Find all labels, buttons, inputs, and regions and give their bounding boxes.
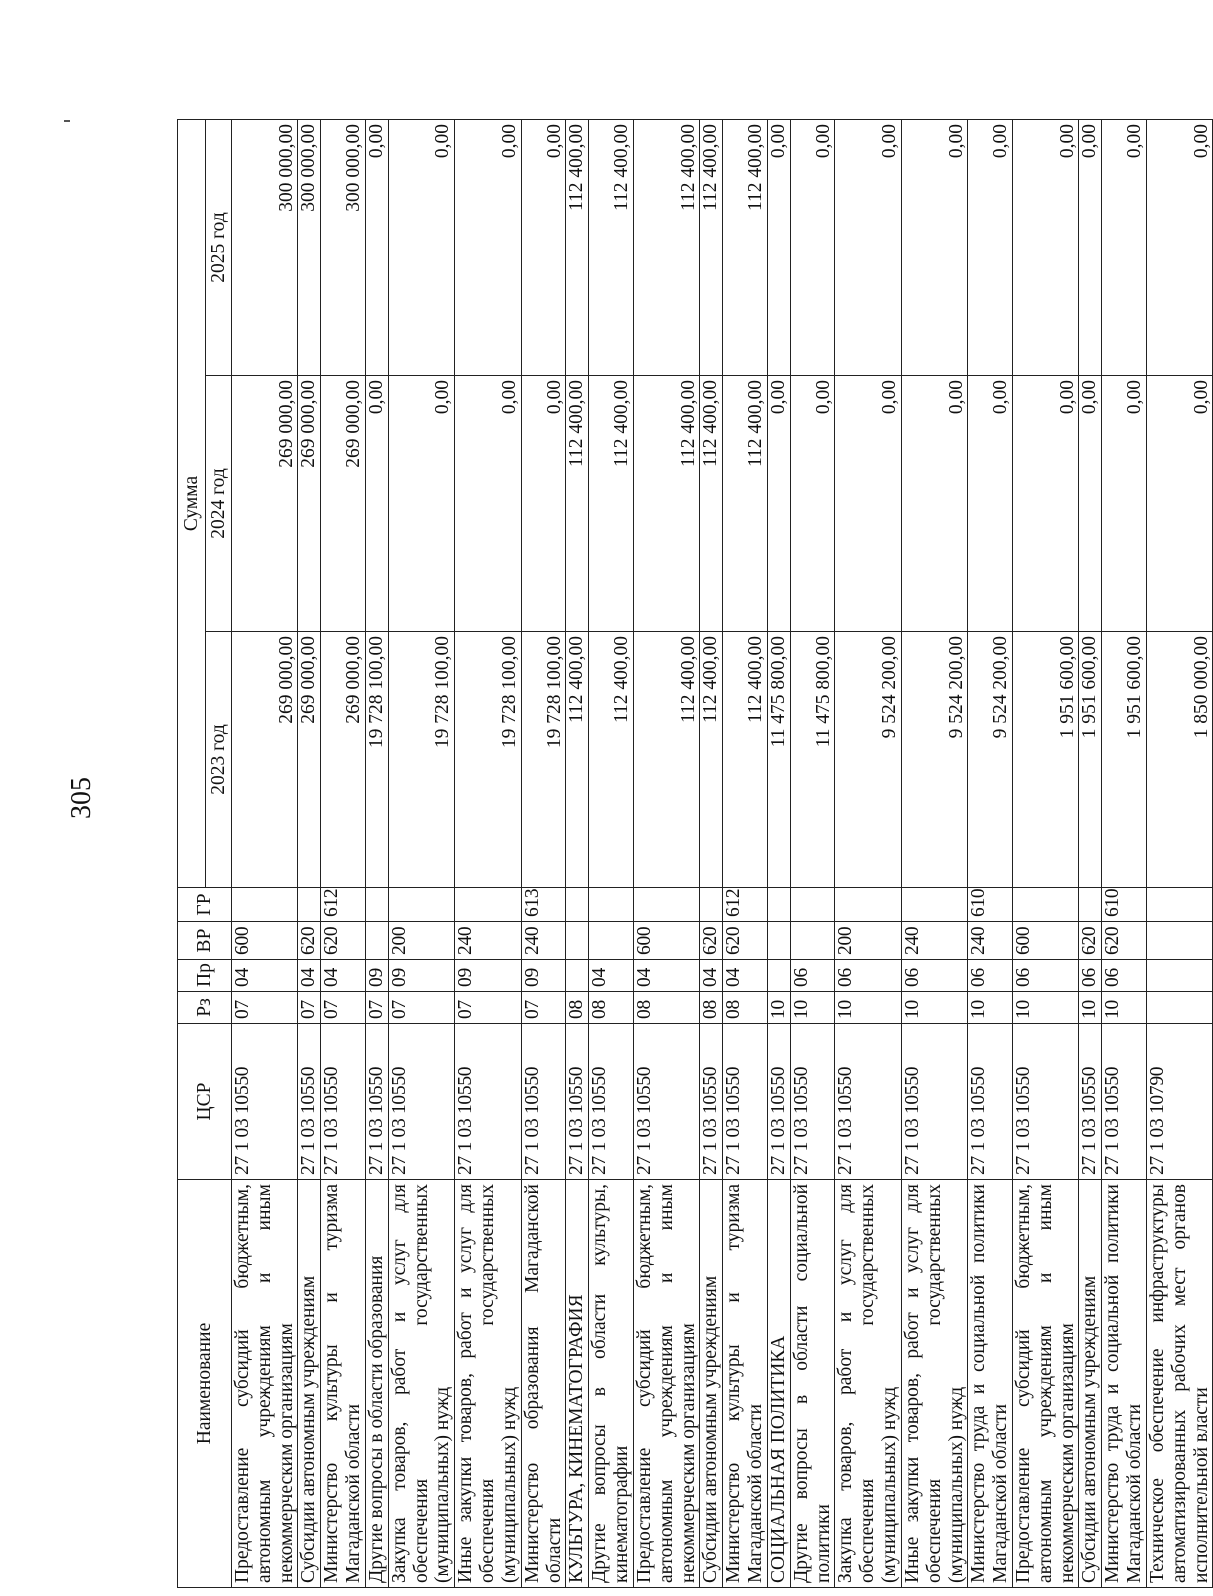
row-rz: 10 bbox=[767, 992, 790, 1024]
header-year-2023: 2023 год bbox=[206, 632, 232, 888]
row-amount-2025: 0,00 bbox=[901, 120, 967, 376]
row-rz: 08 bbox=[633, 992, 699, 1024]
row-amount-2023: 19 728 100,00 bbox=[521, 632, 566, 888]
row-rz bbox=[1146, 992, 1212, 1024]
row-pr bbox=[767, 960, 790, 992]
row-amount-2025: 300 000,00 bbox=[232, 120, 298, 376]
row-csr: 27 1 03 10550 bbox=[298, 1024, 321, 1180]
table-row bbox=[232, 120, 298, 1588]
row-pr: 04 bbox=[232, 960, 298, 992]
table-row bbox=[633, 120, 699, 1588]
row-amount-2024: 0,00 bbox=[835, 376, 901, 632]
row-gr bbox=[700, 888, 723, 922]
row-amount-2023: 1 951 600,00 bbox=[1012, 632, 1078, 888]
row-amount-2024: 0,00 bbox=[365, 376, 388, 632]
row-csr: 27 1 03 10550 bbox=[790, 1024, 835, 1180]
row-pr: 06 bbox=[1102, 960, 1147, 992]
row-csr: 27 1 03 10550 bbox=[365, 1024, 388, 1180]
row-name: Иные закупки товаров, работ и услуг для обеспечения государственных (муниципальных) нужд bbox=[901, 1180, 967, 1588]
row-amount-2024: 0,00 bbox=[1012, 376, 1078, 632]
row-amount-2023: 19 728 100,00 bbox=[365, 632, 388, 888]
row-name: Субсидии автономным учреждениям bbox=[700, 1180, 723, 1588]
row-amount-2024: 0,00 bbox=[767, 376, 790, 632]
row-amount-2024: 112 400,00 bbox=[566, 376, 589, 632]
row-amount-2025: 0,00 bbox=[455, 120, 521, 376]
table-row bbox=[455, 120, 521, 1588]
row-amount-2023: 269 000,00 bbox=[321, 632, 366, 888]
row-csr: 27 1 03 10550 bbox=[521, 1024, 566, 1180]
row-vr bbox=[790, 922, 835, 960]
rotated-table-container bbox=[177, 120, 1212, 1588]
row-csr: 27 1 03 10550 bbox=[835, 1024, 901, 1180]
row-rz: 10 bbox=[1079, 992, 1102, 1024]
row-amount-2023: 9 524 200,00 bbox=[968, 632, 1013, 888]
row-amount-2023: 112 400,00 bbox=[633, 632, 699, 888]
row-amount-2024: 112 400,00 bbox=[633, 376, 699, 632]
row-amount-2025: 0,00 bbox=[521, 120, 566, 376]
row-gr bbox=[455, 888, 521, 922]
row-name: Субсидии автономным учреждениям bbox=[298, 1180, 321, 1588]
row-pr: 09 bbox=[455, 960, 521, 992]
row-pr: 09 bbox=[521, 960, 566, 992]
row-gr: 610 bbox=[968, 888, 1013, 922]
row-amount-2025: 300 000,00 bbox=[321, 120, 366, 376]
row-name: Иные закупки товаров, работ и услуг для обеспечения государственных (муниципальных) нужд bbox=[455, 1180, 521, 1588]
table-row bbox=[700, 120, 723, 1588]
row-amount-2023: 11 475 800,00 bbox=[767, 632, 790, 888]
row-pr: 06 bbox=[1012, 960, 1078, 992]
row-gr bbox=[790, 888, 835, 922]
row-amount-2025: 0,00 bbox=[388, 120, 454, 376]
row-amount-2024: 0,00 bbox=[790, 376, 835, 632]
row-amount-2024: 0,00 bbox=[1146, 376, 1212, 632]
header-year-2025: 2025 год bbox=[206, 120, 232, 376]
row-amount-2024: 0,00 bbox=[455, 376, 521, 632]
table-row bbox=[298, 120, 321, 1588]
row-amount-2024: 0,00 bbox=[388, 376, 454, 632]
row-amount-2024: 0,00 bbox=[1079, 376, 1102, 632]
row-amount-2024: 0,00 bbox=[1102, 376, 1147, 632]
row-vr bbox=[767, 922, 790, 960]
row-vr: 200 bbox=[388, 922, 454, 960]
row-gr bbox=[365, 888, 388, 922]
row-name: СОЦИАЛЬНАЯ ПОЛИТИКА bbox=[767, 1180, 790, 1588]
row-amount-2024: 112 400,00 bbox=[700, 376, 723, 632]
row-csr: 27 1 03 10550 bbox=[566, 1024, 589, 1180]
table-row bbox=[901, 120, 967, 1588]
header-name: Наименование bbox=[178, 1180, 232, 1588]
row-name: Субсидии автономным учреждениям bbox=[1079, 1180, 1102, 1588]
row-csr: 27 1 03 10550 bbox=[1102, 1024, 1147, 1180]
row-name: Закупка товаров, работ и услуг для обеспечения государственных (муниципальных) нужд bbox=[388, 1180, 454, 1588]
row-pr: 09 bbox=[365, 960, 388, 992]
row-name: Министерство труда и социальной политики Магаданской области bbox=[1102, 1180, 1147, 1588]
page-number: 305 bbox=[66, 777, 97, 819]
row-pr: 04 bbox=[700, 960, 723, 992]
row-name: Министерство образования Магаданской области bbox=[521, 1180, 566, 1588]
row-amount-2025: 112 400,00 bbox=[723, 120, 768, 376]
row-vr bbox=[566, 922, 589, 960]
table-row bbox=[790, 120, 835, 1588]
row-amount-2025: 112 400,00 bbox=[700, 120, 723, 376]
row-amount-2025: 0,00 bbox=[1102, 120, 1147, 376]
header-gr: ГР bbox=[178, 888, 232, 922]
row-amount-2023: 112 400,00 bbox=[700, 632, 723, 888]
row-amount-2024: 112 400,00 bbox=[723, 376, 768, 632]
row-vr: 620 bbox=[1102, 922, 1147, 960]
row-pr: 06 bbox=[1079, 960, 1102, 992]
row-amount-2023: 1 850 000,00 bbox=[1146, 632, 1212, 888]
row-rz: 07 bbox=[365, 992, 388, 1024]
row-vr: 240 bbox=[901, 922, 967, 960]
row-vr: 620 bbox=[723, 922, 768, 960]
row-name: Закупка товаров, работ и услуг для обеспечения государственных (муниципальных) нужд bbox=[835, 1180, 901, 1588]
row-amount-2024: 269 000,00 bbox=[232, 376, 298, 632]
row-name: Другие вопросы в области культуры, кинематографии bbox=[589, 1180, 634, 1588]
row-csr: 27 1 03 10550 bbox=[589, 1024, 634, 1180]
row-rz: 10 bbox=[1012, 992, 1078, 1024]
row-pr: 06 bbox=[790, 960, 835, 992]
row-csr: 27 1 03 10550 bbox=[700, 1024, 723, 1180]
row-csr: 27 1 03 10790 bbox=[1146, 1024, 1212, 1180]
row-pr: 04 bbox=[723, 960, 768, 992]
row-amount-2025: 112 400,00 bbox=[566, 120, 589, 376]
row-csr: 27 1 03 10550 bbox=[901, 1024, 967, 1180]
row-csr: 27 1 03 10550 bbox=[388, 1024, 454, 1180]
row-pr: 04 bbox=[321, 960, 366, 992]
row-amount-2023: 1 951 600,00 bbox=[1079, 632, 1102, 888]
row-amount-2024: 0,00 bbox=[968, 376, 1013, 632]
row-name: Техническое обеспечение инфраструктуры автоматизированных рабочих мест органов исполнительной власти bbox=[1146, 1180, 1212, 1588]
row-amount-2023: 9 524 200,00 bbox=[835, 632, 901, 888]
row-amount-2025: 112 400,00 bbox=[589, 120, 634, 376]
row-vr: 200 bbox=[835, 922, 901, 960]
row-vr: 620 bbox=[298, 922, 321, 960]
row-gr bbox=[1012, 888, 1078, 922]
row-gr bbox=[1146, 888, 1212, 922]
row-rz: 10 bbox=[835, 992, 901, 1024]
row-pr: 04 bbox=[298, 960, 321, 992]
table-row bbox=[365, 120, 388, 1588]
row-gr bbox=[388, 888, 454, 922]
row-vr: 240 bbox=[455, 922, 521, 960]
row-csr: 27 1 03 10550 bbox=[1012, 1024, 1078, 1180]
row-amount-2023: 11 475 800,00 bbox=[790, 632, 835, 888]
row-amount-2023: 269 000,00 bbox=[232, 632, 298, 888]
row-gr bbox=[901, 888, 967, 922]
row-amount-2025: 0,00 bbox=[1146, 120, 1212, 376]
row-rz: 08 bbox=[700, 992, 723, 1024]
row-rz: 10 bbox=[901, 992, 967, 1024]
header-vr: ВР bbox=[178, 922, 232, 960]
row-name: Другие вопросы в области образования bbox=[365, 1180, 388, 1588]
row-vr: 600 bbox=[633, 922, 699, 960]
row-amount-2025: 300 000,00 bbox=[298, 120, 321, 376]
row-vr: 620 bbox=[700, 922, 723, 960]
row-amount-2025: 0,00 bbox=[365, 120, 388, 376]
table-row bbox=[968, 120, 1013, 1588]
row-amount-2023: 19 728 100,00 bbox=[455, 632, 521, 888]
row-gr: 612 bbox=[321, 888, 366, 922]
row-rz: 07 bbox=[455, 992, 521, 1024]
row-name: КУЛЬТУРА, КИНЕМАТОГРАФИЯ bbox=[566, 1180, 589, 1588]
row-rz: 10 bbox=[1102, 992, 1147, 1024]
row-rz: 07 bbox=[388, 992, 454, 1024]
table-row bbox=[1102, 120, 1147, 1588]
row-pr: 04 bbox=[589, 960, 634, 992]
header-rz: Рз bbox=[178, 992, 232, 1024]
row-amount-2025: 112 400,00 bbox=[633, 120, 699, 376]
row-csr: 27 1 03 10550 bbox=[767, 1024, 790, 1180]
row-gr bbox=[633, 888, 699, 922]
row-rz: 08 bbox=[589, 992, 634, 1024]
row-csr: 27 1 03 10550 bbox=[321, 1024, 366, 1180]
table-row bbox=[1146, 120, 1212, 1588]
row-csr: 27 1 03 10550 bbox=[232, 1024, 298, 1180]
row-gr bbox=[232, 888, 298, 922]
row-amount-2025: 0,00 bbox=[835, 120, 901, 376]
row-amount-2023: 269 000,00 bbox=[298, 632, 321, 888]
row-rz: 08 bbox=[566, 992, 589, 1024]
row-rz: 07 bbox=[321, 992, 366, 1024]
row-amount-2025: 0,00 bbox=[790, 120, 835, 376]
row-vr: 600 bbox=[232, 922, 298, 960]
row-rz: 07 bbox=[521, 992, 566, 1024]
row-name: Министерство труда и социальной политики Магаданской области bbox=[968, 1180, 1013, 1588]
row-vr: 600 bbox=[1012, 922, 1078, 960]
row-gr bbox=[566, 888, 589, 922]
row-gr bbox=[589, 888, 634, 922]
row-pr: 06 bbox=[835, 960, 901, 992]
header-year-2024: 2024 год bbox=[206, 376, 232, 632]
row-csr: 27 1 03 10550 bbox=[1079, 1024, 1102, 1180]
row-amount-2025: 0,00 bbox=[1079, 120, 1102, 376]
row-rz: 07 bbox=[298, 992, 321, 1024]
row-gr bbox=[767, 888, 790, 922]
row-amount-2024: 269 000,00 bbox=[298, 376, 321, 632]
row-name: Предоставление субсидий бюджетным, автономным учреждениям и иным некоммерческим организациям bbox=[1012, 1180, 1078, 1588]
row-csr: 27 1 03 10550 bbox=[633, 1024, 699, 1180]
row-amount-2024: 112 400,00 bbox=[589, 376, 634, 632]
table-row bbox=[388, 120, 454, 1588]
row-amount-2023: 1 951 600,00 bbox=[1102, 632, 1147, 888]
row-gr: 612 bbox=[723, 888, 768, 922]
row-amount-2023: 112 400,00 bbox=[723, 632, 768, 888]
table-row bbox=[521, 120, 566, 1588]
row-vr: 620 bbox=[1079, 922, 1102, 960]
row-vr bbox=[365, 922, 388, 960]
row-name: Министерство культуры и туризма Магаданской области bbox=[321, 1180, 366, 1588]
row-rz: 10 bbox=[790, 992, 835, 1024]
row-vr: 240 bbox=[521, 922, 566, 960]
row-amount-2024: 0,00 bbox=[521, 376, 566, 632]
budget-table bbox=[177, 119, 1213, 1588]
row-pr: 04 bbox=[633, 960, 699, 992]
row-amount-2023: 9 524 200,00 bbox=[901, 632, 967, 888]
row-amount-2025: 0,00 bbox=[968, 120, 1013, 376]
row-gr bbox=[1079, 888, 1102, 922]
table-row bbox=[321, 120, 366, 1588]
header-sum: Сумма bbox=[178, 120, 206, 888]
row-pr: 06 bbox=[968, 960, 1013, 992]
header-pr: Пр bbox=[178, 960, 232, 992]
row-rz: 10 bbox=[968, 992, 1013, 1024]
table-row bbox=[1079, 120, 1102, 1588]
table-row bbox=[589, 120, 634, 1588]
row-vr: 620 bbox=[321, 922, 366, 960]
row-amount-2023: 112 400,00 bbox=[589, 632, 634, 888]
row-gr: 613 bbox=[521, 888, 566, 922]
row-amount-2024: 269 000,00 bbox=[321, 376, 366, 632]
scan-mark bbox=[64, 120, 70, 122]
row-amount-2025: 0,00 bbox=[1012, 120, 1078, 376]
table-row bbox=[835, 120, 901, 1588]
row-name: Министерство культуры и туризма Магаданской области bbox=[723, 1180, 768, 1588]
row-name: Предоставление субсидий бюджетным, автономным учреждениям и иным некоммерческим организациям bbox=[633, 1180, 699, 1588]
row-vr bbox=[589, 922, 634, 960]
row-csr: 27 1 03 10550 bbox=[455, 1024, 521, 1180]
table-row bbox=[566, 120, 589, 1588]
table-body bbox=[232, 120, 1213, 1588]
row-gr bbox=[298, 888, 321, 922]
header-csr: ЦСР bbox=[178, 1024, 232, 1180]
row-amount-2024: 0,00 bbox=[901, 376, 967, 632]
row-gr bbox=[835, 888, 901, 922]
row-vr: 240 bbox=[968, 922, 1013, 960]
row-name: Другие вопросы в области социальной политики bbox=[790, 1180, 835, 1588]
row-gr: 610 bbox=[1102, 888, 1147, 922]
row-rz: 07 bbox=[232, 992, 298, 1024]
table-row bbox=[723, 120, 768, 1588]
row-name: Предоставление субсидий бюджетным, автономным учреждениям и иным некоммерческим организациям bbox=[232, 1180, 298, 1588]
row-amount-2023: 19 728 100,00 bbox=[388, 632, 454, 888]
row-rz: 08 bbox=[723, 992, 768, 1024]
table-row bbox=[1012, 120, 1078, 1588]
row-csr: 27 1 03 10550 bbox=[968, 1024, 1013, 1180]
row-pr: 09 bbox=[388, 960, 454, 992]
row-csr: 27 1 03 10550 bbox=[723, 1024, 768, 1180]
row-pr: 06 bbox=[901, 960, 967, 992]
row-vr bbox=[1146, 922, 1212, 960]
row-pr bbox=[1146, 960, 1212, 992]
row-amount-2025: 0,00 bbox=[767, 120, 790, 376]
row-amount-2023: 112 400,00 bbox=[566, 632, 589, 888]
table-row bbox=[767, 120, 790, 1588]
row-pr bbox=[566, 960, 589, 992]
